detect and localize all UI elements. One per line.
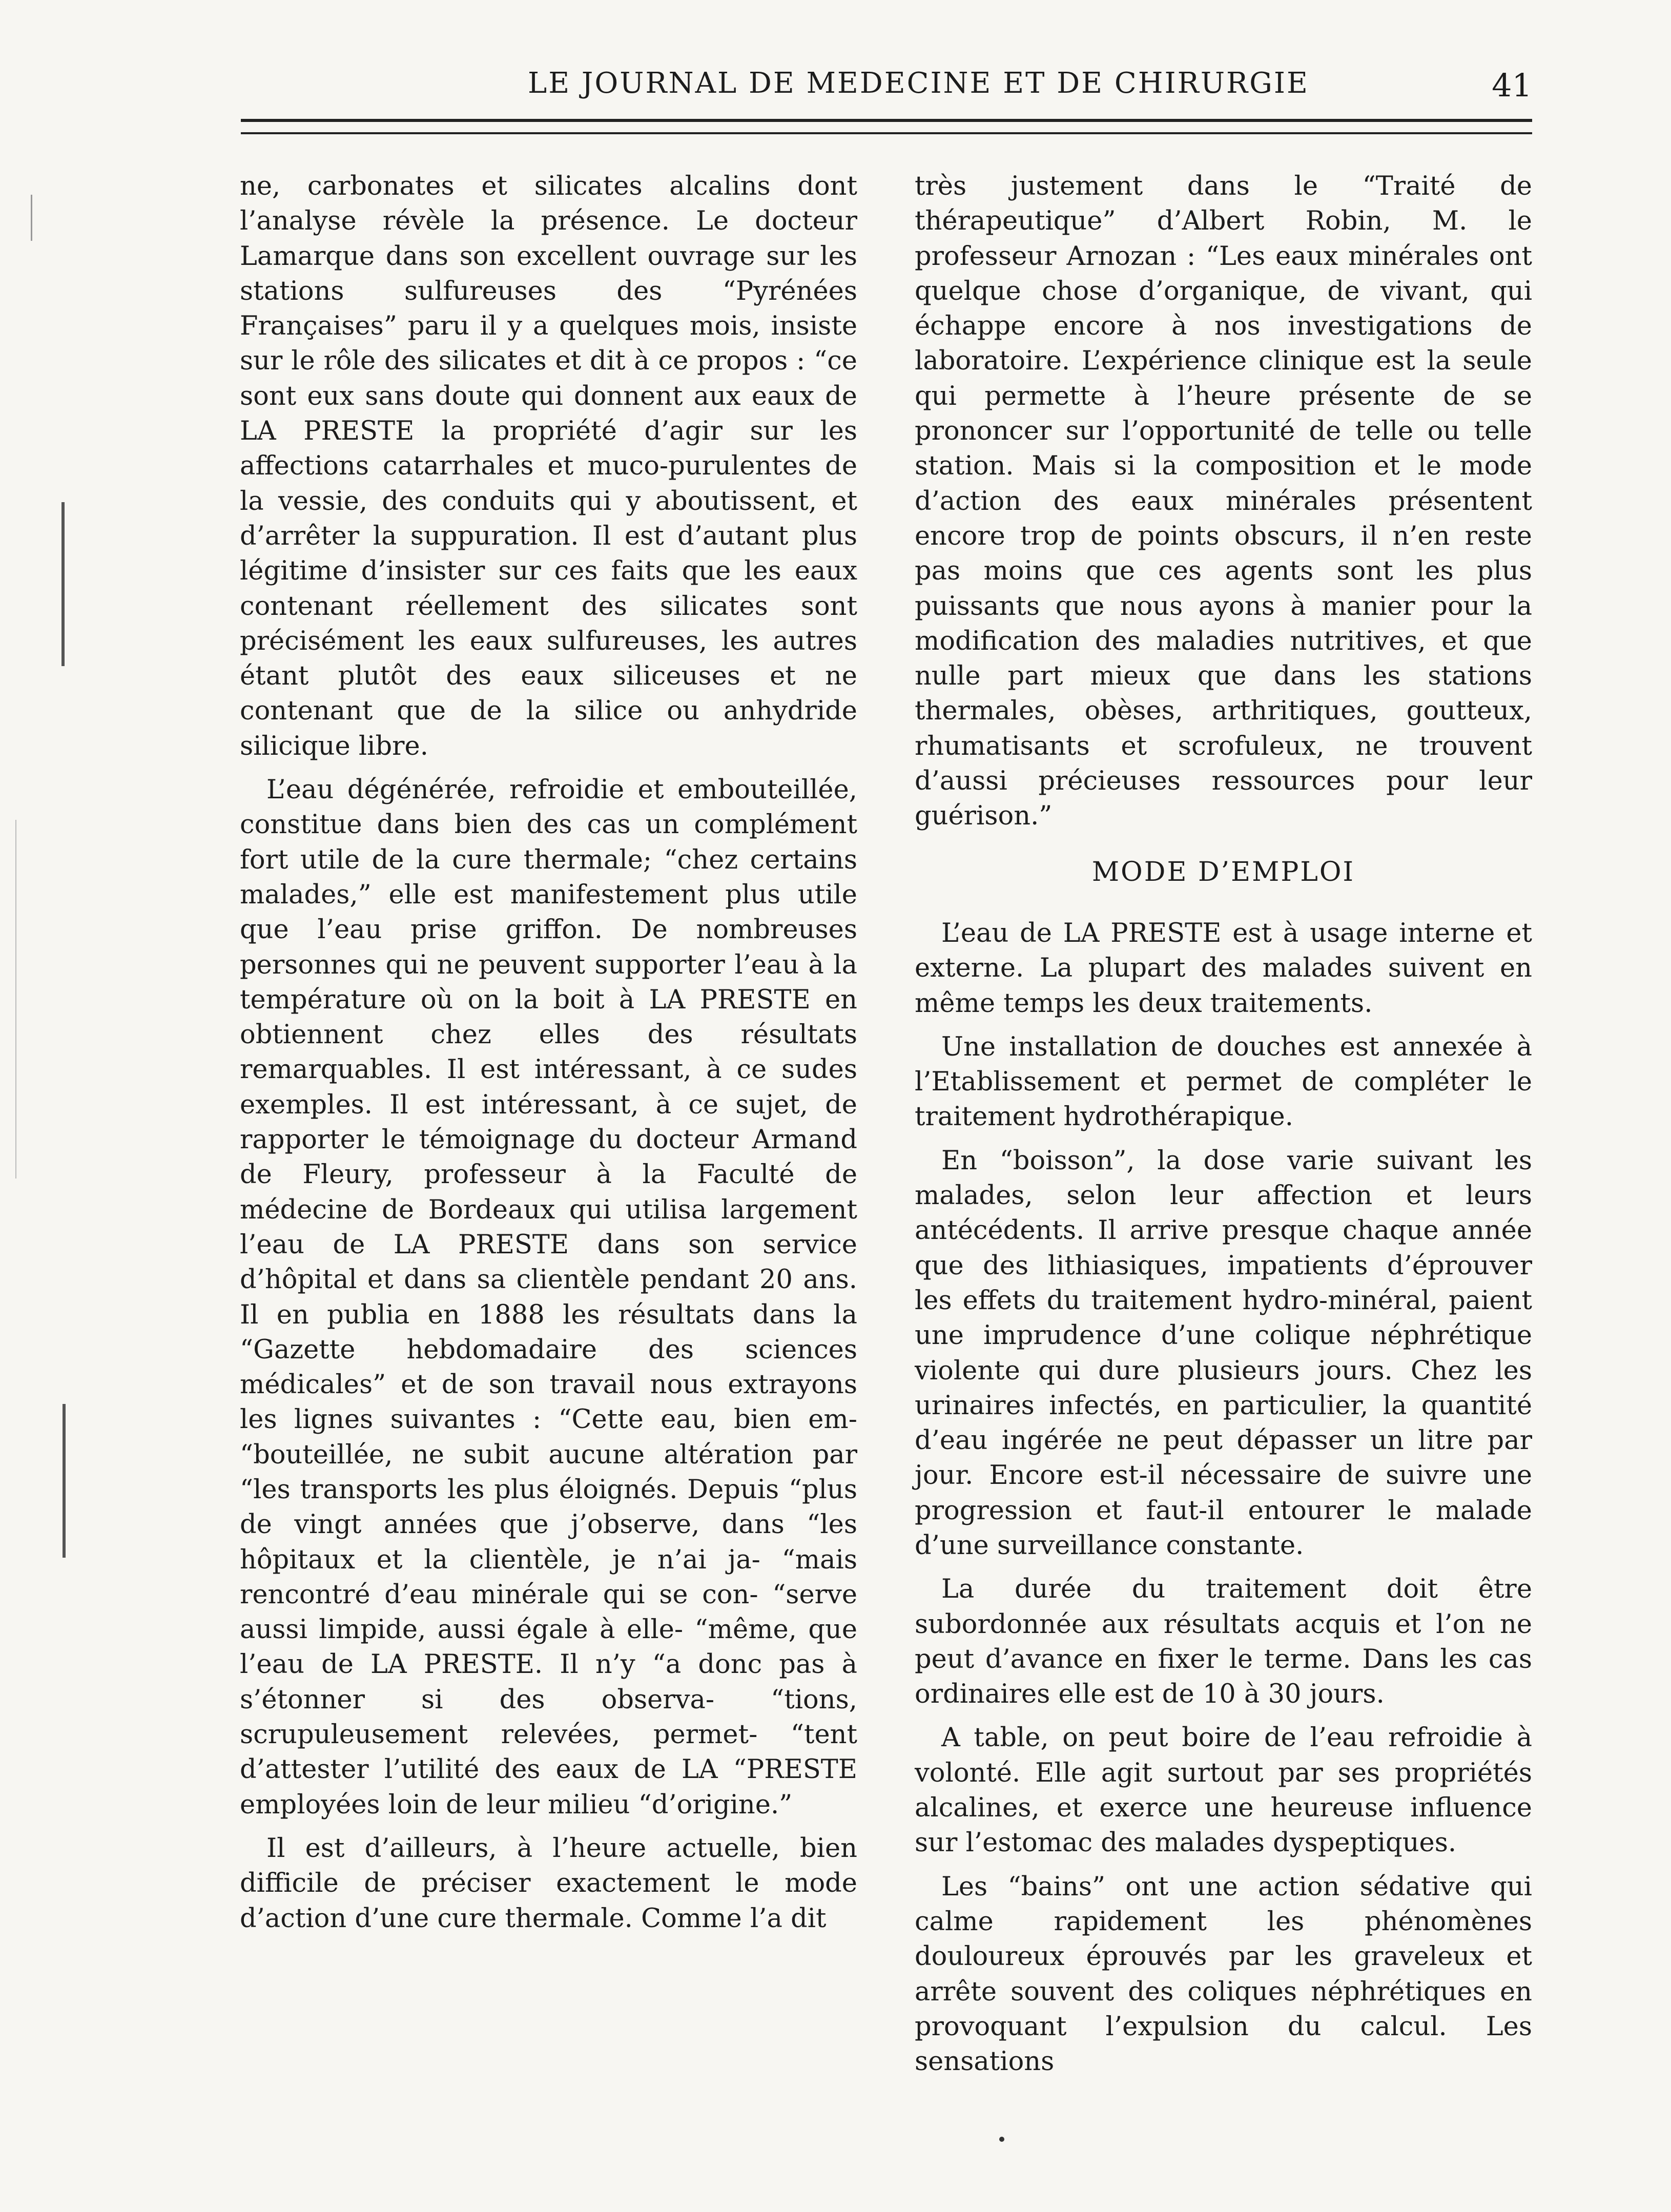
paragraph: Il est d’ailleurs, à l’heure actuelle, bien difficile de préciser exactement le mode d’action d’une cure thermale. Comme l’a dit (240, 1833, 857, 1934)
section-heading: MODE D’EMPLOI (1091, 856, 1355, 887)
paragraph: A table, on peut boire de l’eau refroidie à volonté. Elle agit surtout par ses propriétés alcalines, et exerce une heureuse influence sur l’estomac des malades dyspeptiques. (915, 1723, 1532, 1858)
paragraph: Les “bains” ont une action sédative qui calme rapidement les phénomènes douloureux éprouvés par les graveleux et arrête souvent des coliques néphrétiques en provoquant l’expulsion du calcul. Les sensations (915, 1871, 1532, 2077)
paragraph: très justement dans le “Traité de thérapeutique” d’Albert Robin, M. le professeur Arnozan : “Les eaux minérales ont quelque chose d’organique, de vivant, qui échappe encore à nos investigations de laboratoire. L’expérience clinique est la seule qui permette à l’heure présente de se prononcer sur l’opportunité de telle ou telle station. Mais si la composition et le mode d’action des eaux minérales présentent encore trop de points obscurs, il n’en reste pas moins que ces agents sont les plus puissants que nous ayons à manier pour la modification des maladies nutritives, et que nulle part mieux que dans les stations thermales, obèses, arthritiques, goutteux, rhumatisants et scrofuleux, ne trouvent d’aussi précieuses ressources pour leur guérison.” (915, 171, 1532, 832)
running-title: LE JOURNAL DE MEDECINE ET DE CHIRURGIE (528, 67, 1309, 100)
margin-scan-mark (15, 820, 16, 1179)
page-header (241, 61, 1532, 123)
paragraph: L’eau de LA PRESTE est à usage interne et externe. La plupart des malades suivent en même temps les deux traitements. (915, 918, 1532, 1019)
margin-scan-mark (63, 1404, 66, 1558)
right-column (915, 169, 1532, 2079)
page-number: 41 (1492, 67, 1532, 104)
margin-scan-mark (61, 502, 65, 666)
header-rule (241, 119, 1532, 122)
paragraph: L’eau dégénérée, refroidie et embouteillée, constitue dans bien des cas un complément fort utile de la cure thermale; “chez certains malades,” elle est manifestement plus utile que l’eau prise griffon. De nombreuses personnes qui ne peuvent supporter l’eau à la température où on la boit à LA PRESTE en obtiennent chez elles des résultats remarquables. Il est intéressant, à ce sudes exemples. Il est intéressant, à ce sujet, de rapporter le témoignage du docteur Armand de Fleury, professeur à la Faculté de médecine de Bordeaux qui utilisa largement l’eau de LA PRESTE dans son service d’hôpital et dans sa clientèle pendant 20 ans. Il en publia en 1888 les résultats dans la “Gazette hebdomadaire des sciences médicales” et de son travail nous extrayons les lignes suivantes : “Cette eau, bien em- “bouteillée, ne subit aucune altération par “les transports les plus éloignés. Depuis “plus de vingt années que j’observe, dans “les hôpitaux et la clientèle, je n’ai ja- “mais rencontré d’eau minérale qui se con- “serve aussi limpide, aussi égale à elle- “même, que l’eau de LA PRESTE. Il n’y “a donc pas à s’étonner si des observa- “tions, scrupuleusement relevées, permet- “tent d’attester l’utilité des eaux de LA “PRESTE employées loin de leur milieu “d’origine.” (240, 775, 857, 1820)
stray-ink-dot (999, 2137, 1004, 2142)
paragraph: Une installation de douches est annexée à l’Etablissement et permet de compléter le traitement hydrothérapique. (915, 1031, 1532, 1132)
left-column (240, 169, 857, 1936)
margin-scan-mark (31, 195, 32, 241)
paragraph: La durée du traitement doit être subordonnée aux résultats acquis et l’on ne peut d’avance en fixer le terme. Dans les cas ordinaires elle est de 10 à 30 jours. (915, 1574, 1532, 1710)
paragraph: En “boisson”, la dose varie suivant les malades, selon leur affection et leurs antécédents. Il arrive presque chaque année que des lithiasiques, impatients d’éprouver les effets du traitement hydro-minéral, paient une imprudence d’une colique néphrétique violente qui dure plusieurs jours. Chez les urinaires infectés, en particulier, la quantité d’eau ingérée ne peut dépasser un litre par jour. Encore est-il nécessaire de suivre une progression et faut-il entourer le malade d’une surveillance constante. (915, 1145, 1532, 1561)
paragraph: ne, carbonates et silicates alcalins dont l’analyse révèle la présence. Le docteur Lamarque dans son excellent ouvrage sur les stations sulfureuses des “Pyrénées Françaises” paru il y a quelques mois, insiste sur le rôle des silicates et dit à ce propos : “ce sont eux sans doute qui donnent aux eaux de LA PRESTE la propriété d’agir sur les affections catarrhales et muco-purulentes de la vessie, des conduits qui y aboutissent, et d’arrêter la suppuration. Il est d’autant plus légitime d’insister sur ces faits que les eaux contenant réellement des silicates sont précisément les eaux sulfureuses, les autres étant plutôt des eaux siliceuses et ne contenant que de la silice ou anhydride silicique libre. (240, 171, 857, 761)
header-rule (241, 132, 1532, 134)
